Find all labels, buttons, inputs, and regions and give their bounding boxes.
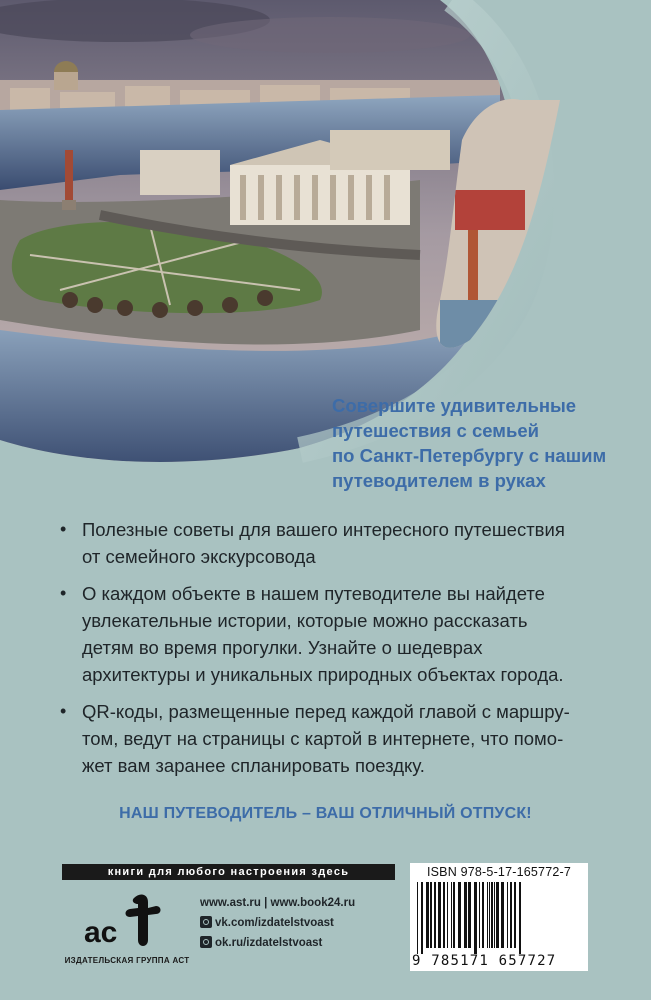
vk-row[interactable] bbox=[200, 913, 355, 933]
bullet: • bbox=[60, 519, 67, 539]
barcode-bar bbox=[447, 882, 448, 948]
barcode-bar bbox=[421, 882, 423, 954]
barcode-bar bbox=[489, 882, 490, 948]
tagline bbox=[332, 393, 632, 493]
barcode bbox=[415, 882, 583, 954]
barcode-bar bbox=[494, 882, 495, 948]
barcode-bar bbox=[474, 882, 477, 954]
tagline-line: путеводителем в руках bbox=[332, 470, 546, 491]
vk-link[interactable]: vk.com/izdatelstvoast bbox=[215, 917, 334, 929]
barcode-bar bbox=[514, 882, 516, 948]
barcode-bar bbox=[443, 882, 445, 948]
barcode-bar bbox=[479, 882, 480, 948]
ean-digits: 9 785171 657727 bbox=[412, 953, 557, 969]
barcode-box bbox=[410, 863, 588, 971]
ok-link[interactable]: ok.ru/izdatelstvoast bbox=[215, 937, 323, 949]
barcode-bar bbox=[426, 882, 429, 948]
logo-text: ac bbox=[84, 916, 118, 949]
feature-line: увлекательные истории, которые можно рассказать bbox=[82, 610, 528, 631]
barcode-bar bbox=[434, 882, 436, 948]
barcode-bar bbox=[519, 882, 521, 954]
ast-logo bbox=[82, 890, 162, 950]
tagline-line: путешествия с семьей bbox=[332, 420, 540, 441]
feature-line: архитектуры и уникальных природных объектах города. bbox=[82, 664, 564, 685]
barcode-bar bbox=[417, 882, 418, 954]
feature-line: том, ведут на страницы с картой в интернете, что помо- bbox=[82, 728, 564, 749]
tagline-line: по Санкт-Петербургу с нашим bbox=[332, 445, 607, 466]
barcode-bar bbox=[510, 882, 512, 948]
feature-item bbox=[0, 516, 651, 570]
barcode-bar bbox=[453, 882, 455, 948]
feature-line: жет вам заранее спланировать поездку. bbox=[82, 755, 425, 776]
series-banner: книги для любого настроения здесь bbox=[62, 864, 395, 880]
feature-list bbox=[0, 516, 651, 789]
isbn-number: ISBN 978-5-17-165772-7 bbox=[426, 865, 572, 879]
publisher-name: ИЗДАТЕЛЬСКАЯ ГРУППА АСТ bbox=[64, 956, 190, 965]
barcode-bar bbox=[507, 882, 508, 948]
barcode-bar bbox=[491, 882, 493, 948]
bullet: • bbox=[60, 583, 67, 603]
publisher-links bbox=[200, 893, 355, 953]
feature-item bbox=[0, 698, 651, 779]
bullet: • bbox=[60, 701, 67, 721]
barcode-bar bbox=[438, 882, 441, 948]
barcode-bar bbox=[430, 882, 432, 948]
ok-row[interactable] bbox=[200, 933, 355, 953]
feature-line: О каждом объекте в нашем путеводителе вы найдете bbox=[82, 583, 545, 604]
barcode-bar bbox=[451, 882, 452, 948]
tagline-line: Совершите удивительные bbox=[332, 395, 577, 416]
feature-line: от семейного экскурсовода bbox=[82, 546, 316, 567]
vk-icon bbox=[200, 916, 212, 928]
barcode-bar bbox=[487, 882, 488, 948]
feature-line: детям во время прогулки. Узнайте о шедеврах bbox=[82, 637, 483, 658]
ok-icon bbox=[200, 936, 212, 948]
barcode-bar bbox=[458, 882, 461, 948]
barcode-bar bbox=[501, 882, 504, 948]
barcode-bar bbox=[482, 882, 484, 948]
websites-link[interactable]: www.ast.ru | www.book24.ru bbox=[200, 897, 356, 909]
feature-line: Полезные советы для вашего интересного путешествия bbox=[82, 519, 565, 540]
feature-line: QR-коды, размещенные перед каждой главой с маршру- bbox=[82, 701, 570, 722]
barcode-bar bbox=[496, 882, 499, 948]
slogan: НАШ ПУТЕВОДИТЕЛЬ – ВАШ ОТЛИЧНЫЙ ОТПУСК! bbox=[119, 805, 532, 822]
barcode-bar bbox=[464, 882, 467, 948]
feature-item bbox=[0, 580, 651, 688]
barcode-bar bbox=[468, 882, 471, 948]
